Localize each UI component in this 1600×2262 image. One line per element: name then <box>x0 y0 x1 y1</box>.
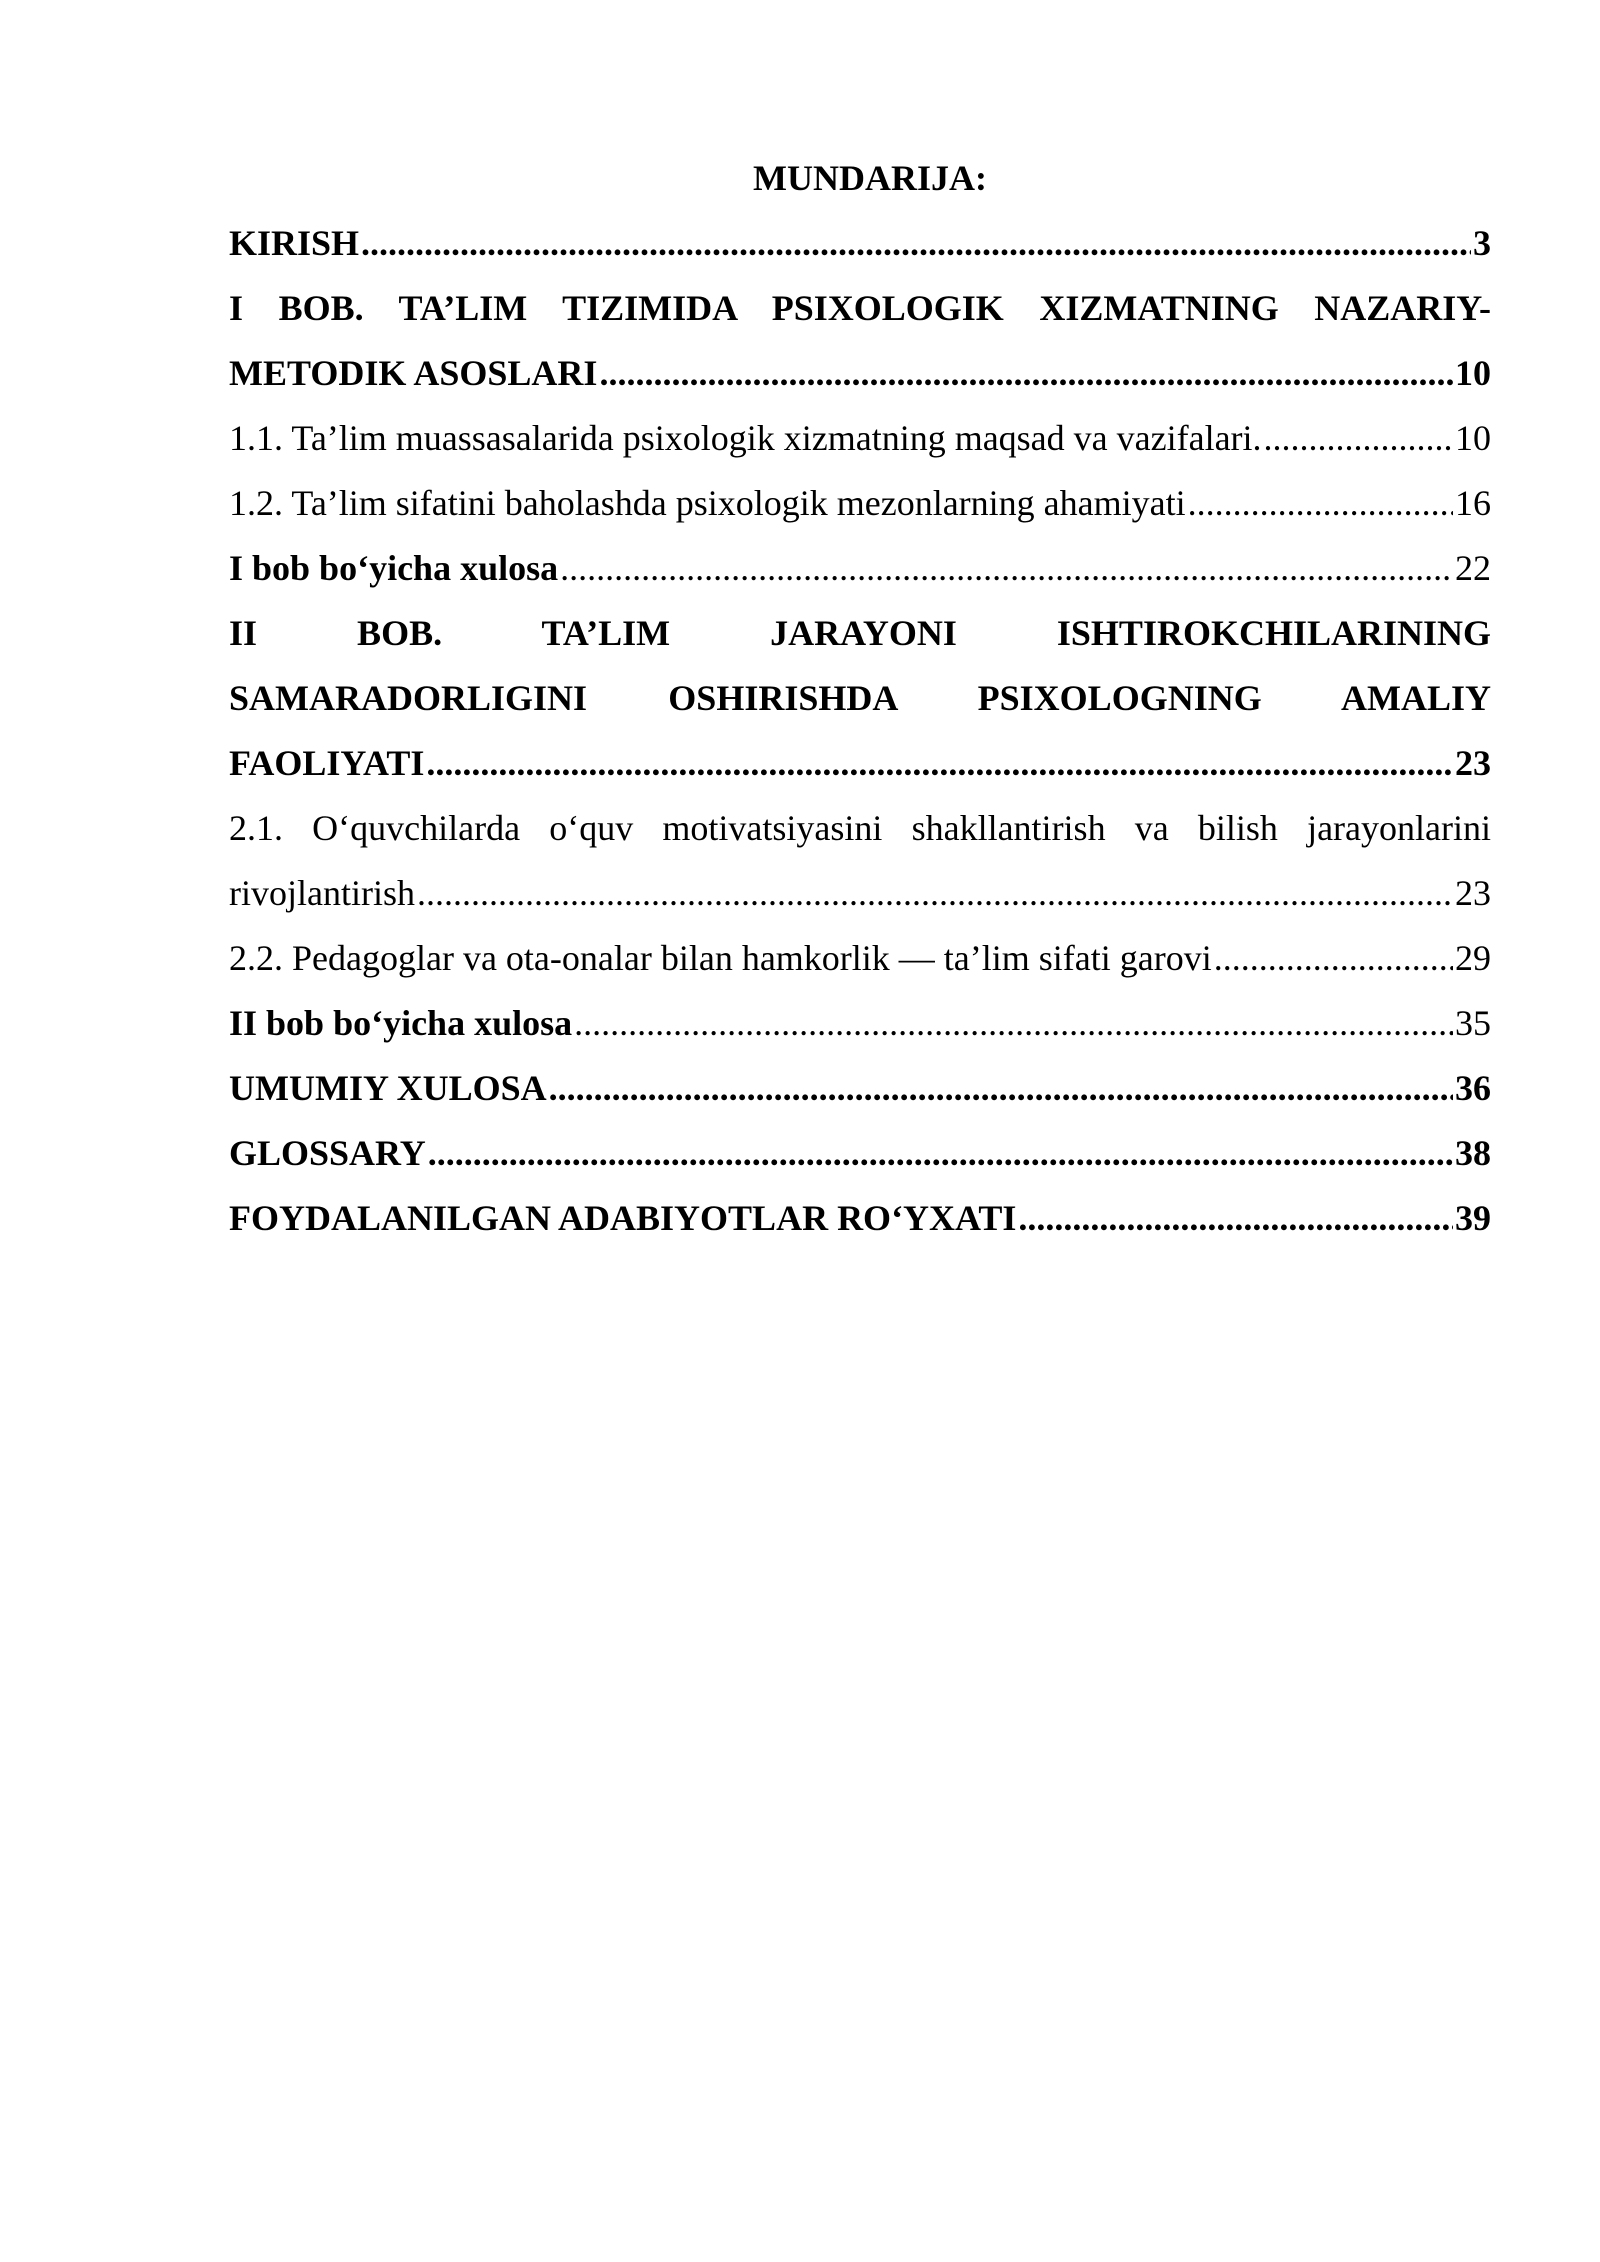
toc-entry-text: FOYDALANILGAN ADABIYOTLAR RO‘YXATI <box>229 1198 1017 1238</box>
toc-entry-chapter-2-line1[interactable]: II BOB. TA’LIM JARAYONI ISHTIROKCHILARINING <box>229 613 1491 653</box>
toc-entry-section-2-2[interactable] <box>229 926 1491 991</box>
toc-entry-section-1-2[interactable] <box>229 471 1491 536</box>
toc-entry-section-1-1[interactable] <box>229 406 1491 471</box>
toc-entry-text: KIRISH <box>229 223 360 263</box>
toc-entry-chapter-2[interactable] <box>229 731 1491 796</box>
toc-page-number: 38 <box>1455 1133 1491 1173</box>
toc-entry-section-2-1[interactable] <box>229 861 1491 926</box>
toc-page-number: 36 <box>1455 1068 1491 1108</box>
toc-page-number: 10 <box>1455 353 1491 393</box>
toc-page-number: 3 <box>1473 223 1491 263</box>
toc-dot-leader <box>1214 926 1453 991</box>
toc-page-number: 22 <box>1455 548 1491 588</box>
toc-dot-leader <box>361 211 1471 276</box>
toc-page-number: 39 <box>1455 1198 1491 1238</box>
toc-dot-leader <box>417 861 1453 926</box>
toc-entry-text: 1.1. Ta’lim muassasalarida psixologik xizmatning maqsad va vazifalari. <box>229 418 1262 458</box>
toc-page-number: 23 <box>1455 743 1491 783</box>
toc-title: MUNDARIJA: <box>753 158 987 198</box>
toc-entry-text: 2.2. Pedagoglar va ota-onalar bilan hamkorlik — ta’lim sifati garovi <box>229 938 1212 978</box>
toc-entry-chapter-2-conclusion[interactable] <box>229 991 1491 1056</box>
table-of-contents <box>229 146 1491 1251</box>
toc-page-number: 35 <box>1455 1003 1491 1043</box>
toc-entry-text: UMUMIY XULOSA <box>229 1068 547 1108</box>
toc-dot-leader <box>1188 471 1453 536</box>
toc-dot-leader <box>428 1121 1453 1186</box>
toc-dot-leader <box>1018 1186 1453 1251</box>
toc-entry-text: GLOSSARY <box>229 1133 426 1173</box>
toc-entry-chapter-1-conclusion[interactable] <box>229 536 1491 601</box>
toc-entry-text: 1.2. Ta’lim sifatini baholashda psixologik mezonlarning ahamiyati <box>229 483 1186 523</box>
toc-dot-leader <box>426 731 1453 796</box>
toc-entry-text: METODIK ASOSLARI <box>229 353 598 393</box>
toc-entry-kirish[interactable] <box>229 211 1491 276</box>
toc-entry-text: rivojlantirish <box>229 873 415 913</box>
toc-entry-text: II bob bo‘yicha xulosa <box>229 1003 573 1043</box>
toc-dot-leader <box>574 991 1453 1056</box>
toc-entry-text: FAOLIYATI <box>229 743 425 783</box>
toc-page-number: 29 <box>1455 938 1491 978</box>
toc-entry-references[interactable] <box>229 1186 1491 1251</box>
toc-entry-text: I bob bo‘yicha xulosa <box>229 548 559 588</box>
toc-entry-chapter-1-line1[interactable]: I BOB. TA’LIM TIZIMIDA PSIXOLOGIK XIZMATNING NAZARIY- <box>229 288 1491 328</box>
toc-entry-chapter-1[interactable] <box>229 341 1491 406</box>
toc-dot-leader <box>599 341 1453 406</box>
toc-entry-general-conclusion[interactable] <box>229 1056 1491 1121</box>
toc-entry-section-2-1-line1[interactable]: 2.1. O‘quvchilarda o‘quv motivatsiyasini shakllantirish va bilish jarayonlarini <box>229 808 1491 848</box>
toc-entry-glossary[interactable] <box>229 1121 1491 1186</box>
toc-dot-leader <box>549 1056 1453 1121</box>
toc-dot-leader <box>1264 406 1453 471</box>
toc-page-number: 23 <box>1455 873 1491 913</box>
toc-page-number: 10 <box>1455 418 1491 458</box>
toc-entry-chapter-2-line2[interactable]: SAMARADORLIGINI OSHIRISHDA PSIXOLOGNING AMALIY <box>229 678 1491 718</box>
toc-dot-leader <box>560 536 1453 601</box>
toc-page-number: 16 <box>1455 483 1491 523</box>
